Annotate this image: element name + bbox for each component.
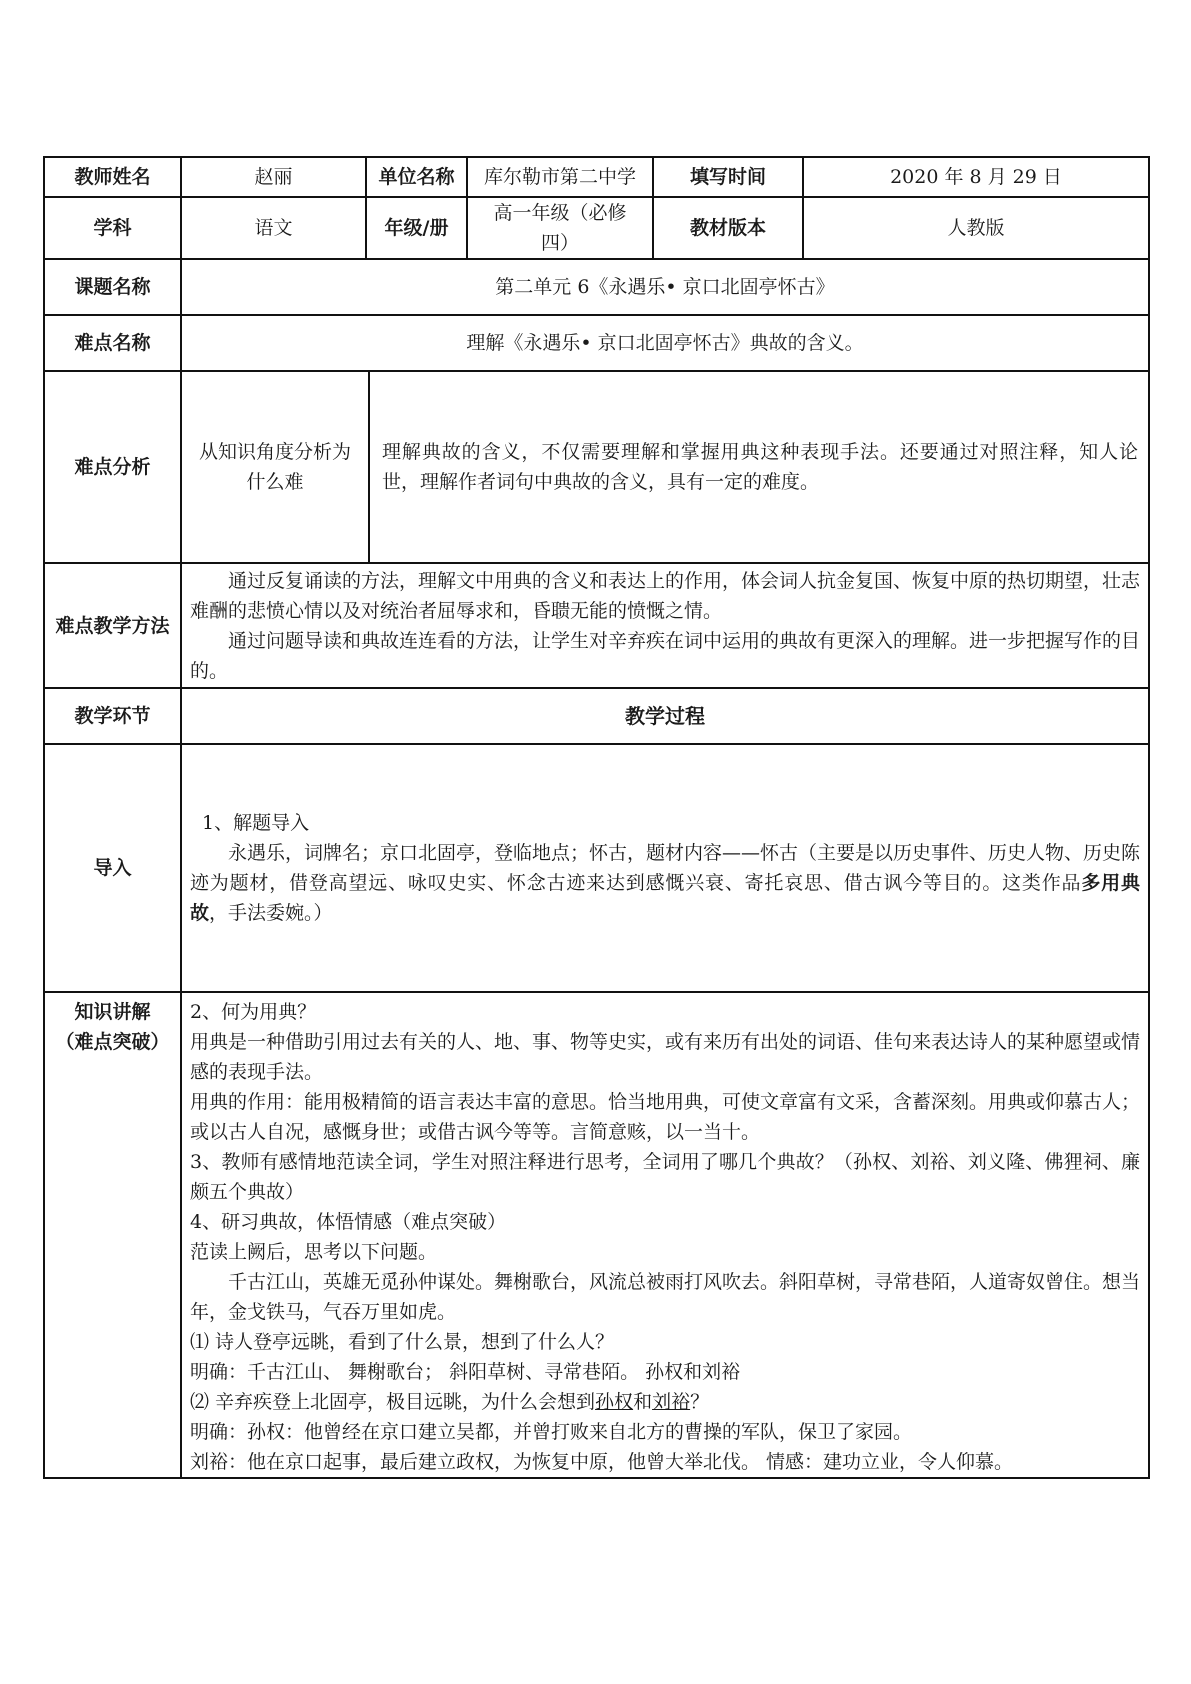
- edition-value: 人教版: [803, 197, 1149, 259]
- knowledge-answer-2a: 明确：孙权：他曾经在京口建立吴都，并曾打败来自北方的曹操的军队，保卫了家园。: [190, 1421, 913, 1443]
- method-cell: [181, 563, 1149, 688]
- analysis-cell: [181, 371, 1149, 563]
- grade-value: 高一年级（必修四）: [467, 197, 653, 259]
- method-label: 难点教学方法: [44, 563, 181, 688]
- knowledge-line-6: 范读上阙后，思考以下问题。: [190, 1241, 438, 1263]
- intro-text-b: ，手法委婉。）: [209, 902, 333, 924]
- method-row: [44, 563, 1149, 688]
- subject-value: 语文: [181, 197, 366, 259]
- teacher-name-label: 教师姓名: [44, 157, 181, 197]
- difficulty-label: 难点名称: [44, 315, 181, 371]
- knowledge-question-1: ⑴ 诗人登亭远眺，看到了什么景，想到了什么人？: [190, 1331, 615, 1353]
- subject-row: [44, 197, 1149, 259]
- unit-name-value: 库尔勒市第二中学: [467, 157, 653, 197]
- analysis-sub-label: 从知识角度分析为什么难: [182, 372, 370, 562]
- topic-value: 第二单元 6《永遇乐• 京口北固亭怀古》: [181, 259, 1149, 315]
- method-paragraph-2: 通过问题导读和典故连连看的方法，让学生对辛弃疾在词中运用的典故有更深入的理解。进一步把握写作的目的。: [190, 629, 1141, 682]
- knowledge-line-4: 3、教师有感情地范读全词，学生对照注释进行思考，全词用了哪几个典故？（孙权、刘裕、刘义隆、佛狸祠、廉颇五个典故）: [190, 1151, 1140, 1203]
- q2-underline-sunquan: 孙权: [595, 1391, 634, 1413]
- knowledge-question-2: [190, 1387, 1140, 1417]
- intro-row: [44, 744, 1149, 992]
- edition-label: 教材版本: [653, 197, 803, 259]
- difficulty-row: [44, 315, 1149, 371]
- grade-label: 年级/册: [366, 197, 467, 259]
- process-title: 教学过程: [181, 688, 1149, 744]
- intro-text-bold: 多用典故: [190, 872, 1140, 924]
- teacher-info-row: [44, 157, 1149, 197]
- analysis-label: 难点分析: [44, 371, 181, 563]
- method-paragraph-1: 通过反复诵读的方法，理解文中用典的含义和表达上的作用，体会词人抗金复国、恢复中原的热切期望，壮志难酬的悲愤心情以及对统治者屈辱求和，昏聩无能的愤慨之情。: [190, 569, 1141, 622]
- knowledge-row: [44, 992, 1149, 1478]
- intro-label: 导入: [44, 744, 181, 992]
- q2-underline-liuyu: 刘裕: [652, 1391, 691, 1413]
- knowledge-cell: [181, 992, 1149, 1478]
- subject-label: 学科: [44, 197, 181, 259]
- knowledge-line-5: 4、研习典故，体悟情感（难点突破）: [190, 1211, 507, 1233]
- knowledge-label-line2: （难点突破）: [55, 1031, 170, 1053]
- q2-and: 和: [633, 1391, 653, 1413]
- analysis-text: [370, 372, 1148, 562]
- teacher-name-value: 赵丽: [181, 157, 366, 197]
- q2-question-mark: ？: [690, 1391, 710, 1413]
- knowledge-answer-1: 明确：千古江山、 舞榭歌台； 斜阳草树、寻常巷陌。 孙权和刘裕: [190, 1361, 741, 1383]
- knowledge-line-2: 用典是一种借助引用过去有关的人、地、事、物等史实，或有来历有出处的词语、佳句来表达诗人的某种愿望或情感的表现手法。: [190, 1031, 1141, 1083]
- analysis-row: [44, 371, 1149, 563]
- topic-label: 课题名称: [44, 259, 181, 315]
- q2-text: ⑵ 辛弃疾登上北固亭，极目远眺，为什么会想到: [190, 1391, 596, 1413]
- knowledge-answer-2b: 刘裕：他在京口起事，最后建立政权，为恢复中原，他曾大举北伐。 情感：建功立业，令人仰慕。: [190, 1451, 1014, 1473]
- fill-date-value: 2020 年 8 月 29 日: [803, 157, 1149, 197]
- knowledge-line-3: 用典的作用：能用极精简的语言表达丰富的意思。恰当地用典，可使文章富有文采，含蓄深刻。用典或仰慕古人；或以古人自况，感慨身世；或借古讽今等等。言简意赅，以一当十。: [190, 1091, 1141, 1143]
- intro-title: 1、解题导入: [202, 812, 310, 834]
- knowledge-poem: 千古江山，英雄无觅孙仲谋处。舞榭歌台，风流总被雨打风吹去。斜阳草树，寻常巷陌，人道寄奴曾住。想当年，金戈铁马，气吞万里如虎。: [190, 1271, 1141, 1323]
- knowledge-label: [44, 992, 181, 1478]
- intro-text-a: 永遇乐，词牌名；京口北固亭，登临地点；怀古，题材内容——怀古（主要是以历史事件、历史人物、历史陈迹为题材，借登高望远、咏叹史实、怀念古迹来达到感慨兴衰、寄托哀思、借古讽今等目的。这类作品: [190, 842, 1141, 894]
- difficulty-value: 理解《永遇乐• 京口北固亭怀古》典故的含义。: [181, 315, 1149, 371]
- lesson-plan-table: [43, 156, 1150, 1479]
- unit-name-label: 单位名称: [366, 157, 467, 197]
- knowledge-label-line1: 知识讲解: [74, 1001, 151, 1023]
- process-step-label: 教学环节: [44, 688, 181, 744]
- knowledge-line-1: 2、何为用典？: [190, 1001, 317, 1023]
- analysis-paragraph: 理解典故的含义，不仅需要理解和掌握用典这种表现手法。还要通过对照注释，知人论世，理解作者词句中典故的含义，具有一定的难度。: [382, 441, 1138, 493]
- intro-cell: [181, 744, 1149, 992]
- fill-date-label: 填写时间: [653, 157, 803, 197]
- intro-paragraph: [190, 838, 1140, 928]
- topic-row: [44, 259, 1149, 315]
- process-header-row: [44, 688, 1149, 744]
